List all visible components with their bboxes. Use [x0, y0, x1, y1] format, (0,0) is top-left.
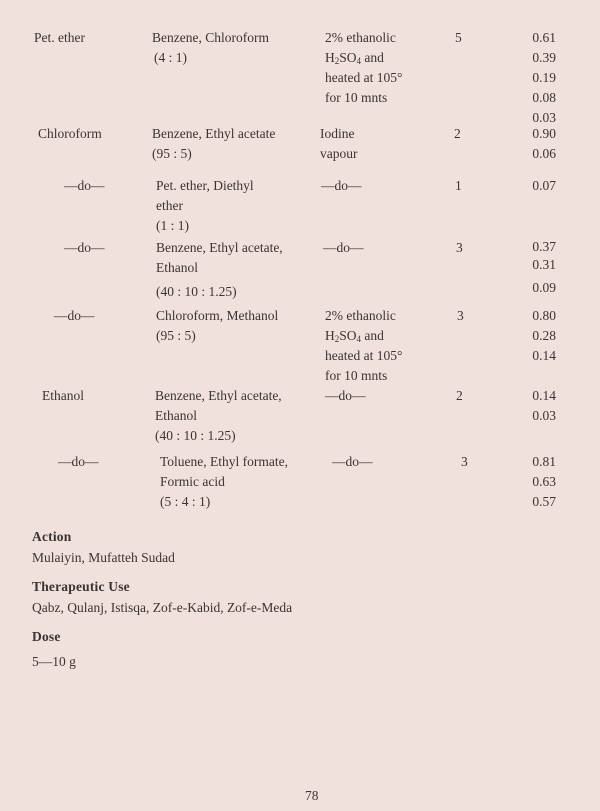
system-line: (95 : 5)	[152, 146, 192, 161]
solvent-cell: Ethanol	[42, 388, 84, 403]
solvent-cell: Chloroform	[38, 126, 102, 141]
reagent-line: for 10 mnts	[325, 90, 388, 105]
rf-value: 0.03	[532, 110, 556, 125]
system-line: Chloroform, Methanol	[156, 308, 279, 323]
rf-value: 0.57	[532, 494, 556, 509]
reagent-cell	[325, 306, 445, 386]
action-heading: Action	[32, 529, 72, 544]
rf-value: 0.81	[532, 454, 556, 469]
rf-value: 0.39	[532, 50, 556, 65]
system-line: (1 : 1)	[156, 218, 189, 233]
rf-values	[496, 452, 556, 512]
solvent-cell: —do—	[64, 178, 105, 193]
system-line: Formic acid	[160, 474, 225, 489]
rf-value: 0.07	[532, 178, 556, 193]
system-line: Pet. ether, Diethyl	[156, 178, 254, 193]
rf-value: 0.09	[532, 280, 556, 295]
rf-value: 0.14	[532, 388, 556, 403]
rf-value: 0.90	[532, 126, 556, 141]
page-number: 78	[305, 788, 319, 803]
reagent-cell	[320, 124, 440, 164]
reagent-line: —do—	[332, 454, 373, 469]
reagent-line: for 10 mnts	[325, 368, 388, 383]
rf-value: 0.80	[532, 308, 556, 323]
solvent-cell: —do—	[64, 240, 105, 255]
dose-text: 5—10 g	[32, 654, 76, 669]
reagent-line: heated at 105°	[325, 348, 403, 363]
reagent-cell	[323, 238, 443, 258]
system-line: Ethanol	[156, 260, 198, 275]
reagent-line: 2% ethanolic	[325, 308, 396, 323]
reagent-line: 2% ethanolic	[325, 30, 396, 45]
rf-values	[496, 386, 556, 426]
rf-values	[496, 124, 556, 164]
solvent-cell: —do—	[58, 454, 99, 469]
reagent-line: vapour	[320, 146, 358, 161]
spots-count: 3	[457, 308, 464, 323]
reagent-cell	[325, 386, 445, 406]
system-line: Ethanol	[155, 408, 197, 423]
rf-value: 0.28	[532, 328, 556, 343]
dose-heading: Dose	[32, 629, 61, 644]
therapeutic-use-heading: Therapeutic Use	[32, 579, 130, 594]
system-line: Benzene, Ethyl acetate	[152, 126, 276, 141]
reagent-line: —do—	[325, 388, 366, 403]
rf-value: 0.61	[532, 30, 556, 45]
system-line: (40 : 10 : 1.25)	[156, 284, 237, 299]
solvent-system-cell	[152, 124, 312, 164]
rf-values	[496, 238, 556, 298]
system-line: Benzene, Ethyl acetate,	[156, 240, 283, 255]
solvent-system-cell	[156, 176, 316, 236]
reagent-cell	[321, 176, 441, 196]
solvent-system-cell	[152, 28, 312, 68]
solvent-system-cell	[156, 238, 316, 302]
system-line: ether	[156, 198, 183, 213]
rf-value: 0.19	[532, 70, 556, 85]
spots-count: 1	[455, 178, 462, 193]
reagent-line: $H_2SO_4$ and	[325, 328, 384, 344]
rf-value: 0.14	[532, 348, 556, 363]
rf-values	[496, 28, 556, 128]
system-line: Benzene, Ethyl acetate,	[155, 388, 282, 403]
spots-count: 2	[456, 388, 463, 403]
spots-count: 5	[455, 30, 462, 45]
spots-count: 2	[454, 126, 461, 141]
reagent-cell	[332, 452, 452, 472]
reagent-line: $H_2SO_4$ and	[325, 50, 384, 66]
system-line: (95 : 5)	[156, 328, 196, 343]
reagent-cell	[325, 28, 445, 108]
solvent-system-cell	[156, 306, 316, 346]
solvent-cell: —do—	[54, 308, 95, 323]
reagent-line: —do—	[323, 240, 364, 255]
system-line: (5 : 4 : 1)	[160, 494, 211, 509]
rf-value: 0.63	[532, 474, 556, 489]
rf-value: 0.03	[532, 408, 556, 423]
system-line: Benzene, Chloroform	[152, 30, 269, 45]
rf-value: 0.31	[532, 257, 556, 272]
spots-count: 3	[461, 454, 468, 469]
system-line: (40 : 10 : 1.25)	[155, 428, 236, 443]
reagent-line: heated at 105°	[325, 70, 403, 85]
solvent-cell: Pet. ether	[34, 30, 85, 45]
system-line: Toluene, Ethyl formate,	[160, 454, 289, 469]
rf-value: 0.06	[532, 146, 556, 161]
solvent-system-cell	[155, 386, 315, 446]
reagent-line: —do—	[321, 178, 362, 193]
spots-count: 3	[456, 240, 463, 255]
rf-value: 0.08	[532, 90, 556, 105]
solvent-system-cell	[160, 452, 320, 512]
action-text: Mulaiyin, Mufatteh Sudad	[32, 550, 175, 565]
reagent-line: Iodine	[320, 126, 355, 141]
rf-values	[496, 176, 556, 196]
system-line: (4 : 1)	[154, 50, 187, 65]
rf-values	[496, 306, 556, 366]
therapeutic-use-text: Qabz, Qulanj, Istisqa, Zof-e-Kabid, Zof-e-Meda	[32, 600, 293, 615]
rf-value: 0.37	[532, 239, 556, 254]
